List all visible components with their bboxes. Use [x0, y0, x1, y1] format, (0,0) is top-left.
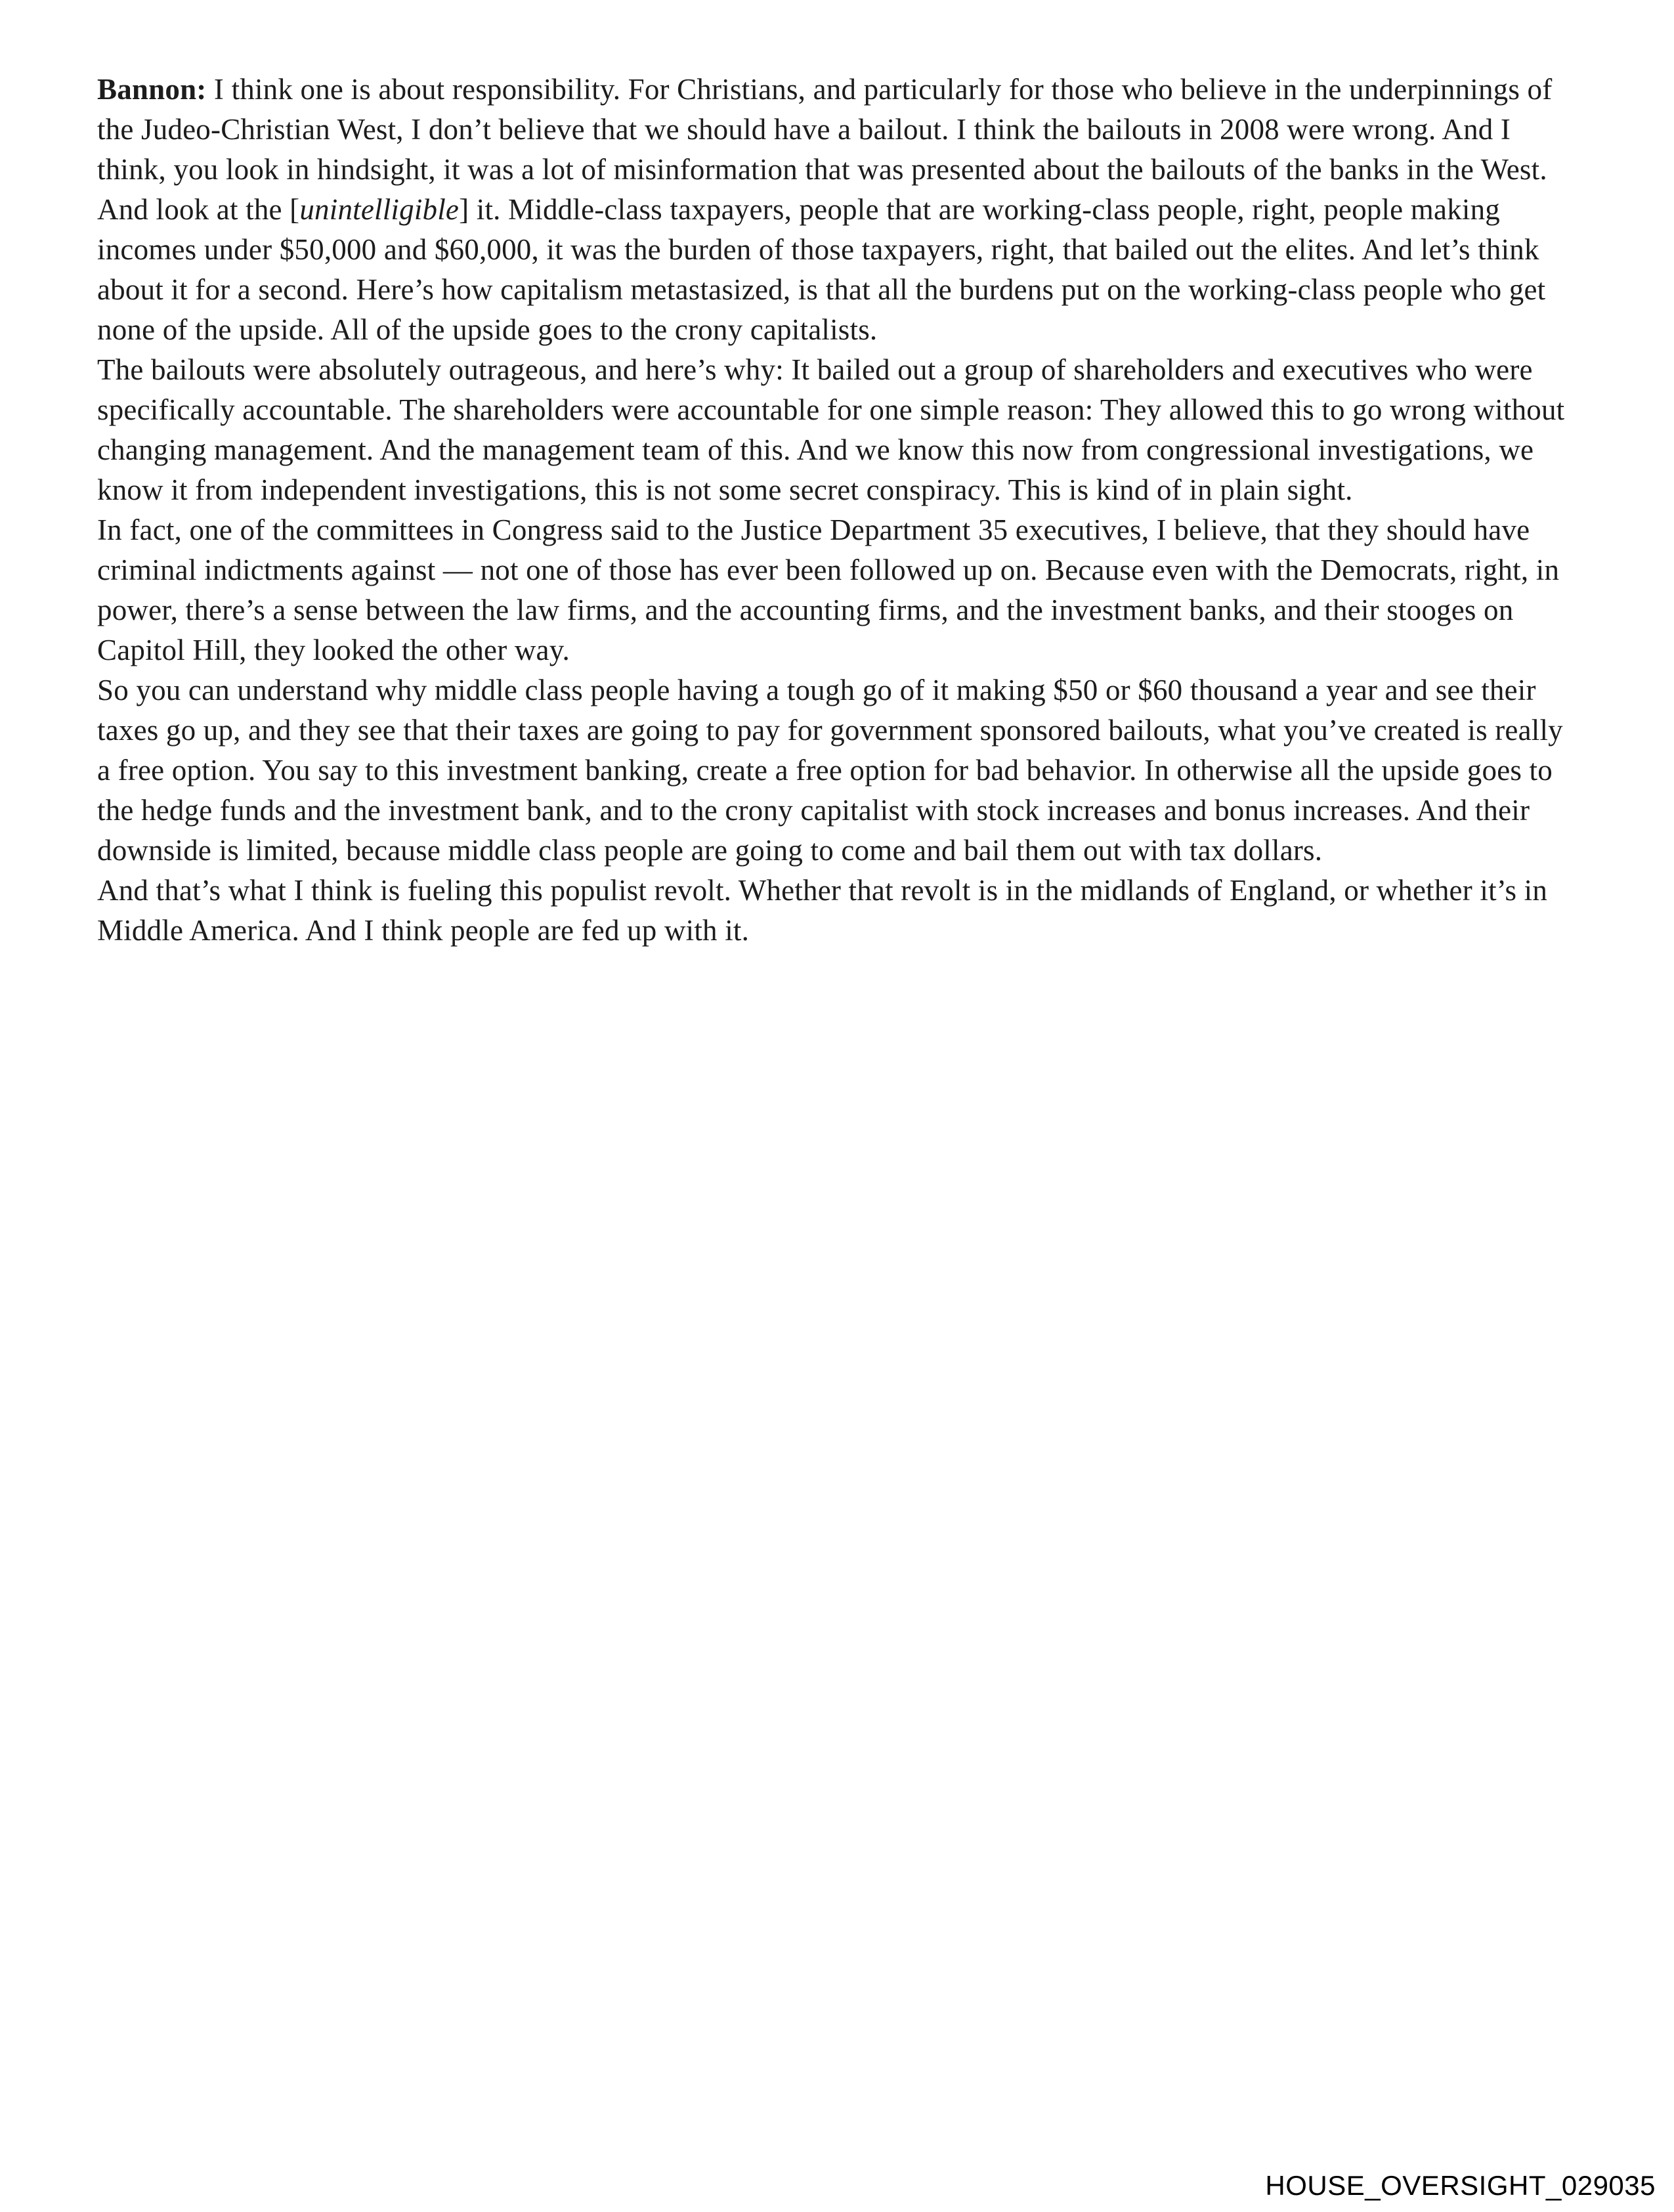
speaker-label: Bannon: — [97, 73, 207, 106]
transcript-text: ] it. Middle-class taxpayers, people that are working-class people, right, people making incomes under $50,000 and $60,000, it was the burden of those taxpayers, right, that bailed out the elites. And let’s think about it for a second. Here’s how capitalism metastasized, is that all the burdens put on the working-class people who get none of the upside. All of the upside goes to the crony capitalists. — [97, 193, 1546, 346]
transcript-text: I think one is about responsibility. For Christians, and particularly for those who believe in the underpinnings of the Judeo-Christian West, I don’t believe that we should have a bailout. I think the bailouts in 2008 were wrong. And I think, you look in hindsight, it was a lot of misinformation that was presented about the bailouts of the banks in the West. — [97, 73, 1553, 186]
transcript-text: So you can understand why middle class people having a tough go of it making $50 or $60 thousand a year and see their taxes go up, and they see that their taxes are going to pay for government sponsored bailouts, what you’ve created is really a free option. You say to this investment banking, create a free option for bad behavior. In otherwise all the upside goes to the hedge funds and the investment bank, and to the crony capitalist with stock increases and bonus increases. And their downside is limited, because middle class people are going to come and bail them out with tax dollars. — [97, 674, 1563, 867]
transcript-paragraph — [97, 70, 1582, 190]
transcript-text: The bailouts were absolutely outrageous, and here’s why: It bailed out a group of shareholders and executives who were specifically accountable. The shareholders were accountable for one simple reason: They allowed this to go wrong without changing management. And the management team of this. And we know this now from congressional investigations, we know it from independent investigations, this is not some secret conspiracy. This is kind of in plain sight. — [97, 353, 1565, 506]
transcript-paragraph — [97, 871, 1582, 951]
transcript-paragraph — [97, 510, 1582, 670]
transcript-text: And that’s what I think is fueling this populist revolt. Whether that revolt is in the midlands of England, or whether it’s in Middle America. And I think people are fed up with it. — [97, 874, 1548, 947]
document-id-label: HOUSE_OVERSIGHT_029035 — [1265, 2170, 1656, 2201]
transcript-paragraph — [97, 670, 1582, 871]
transcript-text: And look at the [ — [97, 193, 300, 226]
transcript — [97, 70, 1582, 951]
transcript-paragraph — [97, 190, 1582, 350]
transcript-text: In fact, one of the committees in Congress said to the Justice Department 35 executives, I believe, that they should have criminal indictments against — not one of those has ever been followed up on. Because even with the Democrats, right, in power, there’s a sense between the law firms, and the accounting firms, and the investment banks, and their stooges on Capitol Hill, they looked the other way. — [97, 513, 1560, 666]
unintelligible-marker: unintelligible — [299, 193, 460, 226]
transcript-paragraph — [97, 350, 1582, 510]
